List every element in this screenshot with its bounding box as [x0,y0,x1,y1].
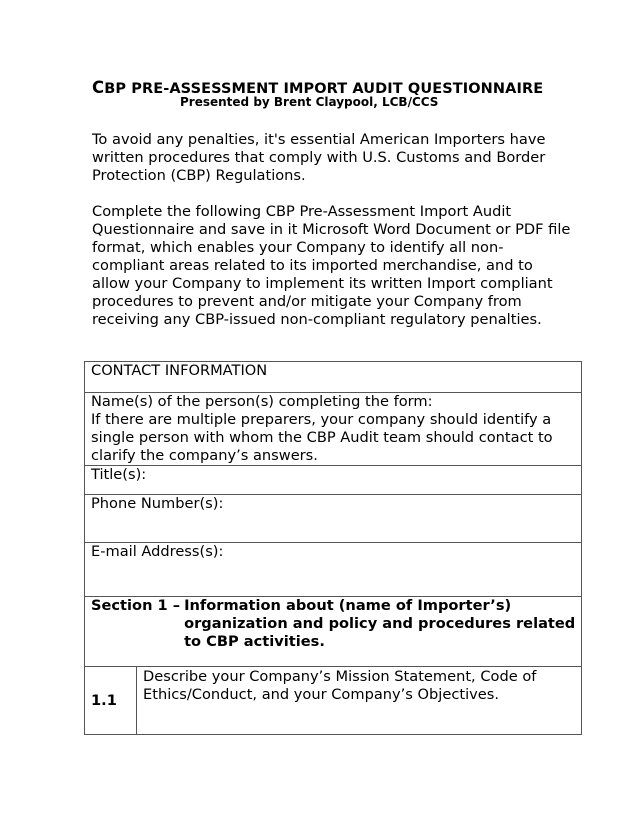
title-rest: BP PRE-ASSESSMENT IMPORT AUDIT QUESTIONNAIRE [104,81,544,97]
email-label: E-mail Address(s): [91,543,224,560]
questionnaire-table [84,361,582,735]
phone-field[interactable] [85,495,582,543]
contact-header: CONTACT INFORMATION [85,362,582,393]
phone-label: Phone Number(s): [91,495,224,512]
question-1-1-text[interactable]: Describe your Company’s Mission Statement, Code of Ethics/Conduct, and your Company’s Objectives. [137,667,582,735]
intro-paragraph-1: To avoid any penalties, it's essential American Importers have written procedures that comply with U.S. Customs and Border Protection (CBP) Regulations. [92,131,546,184]
names-label: Name(s) of the person(s) completing the form: [91,393,433,410]
section-1-header-row [85,597,582,667]
document-subtitle: Presented by Brent Claypool, LCB/CCS [180,95,439,109]
email-field[interactable] [85,543,582,597]
intro-paragraph-2: Complete the following CBP Pre-Assessment Import Audit Questionnaire and save in it Microsoft Word Document or PDF file format, which enables your Company to identify all non-compliant areas related to its imported merchandise, and to allow your Company to implement its written Import compliant procedures to prevent and/or mitigate your Company from receiving any CBP-issued non-compliant regulatory penalties. [92,203,571,328]
question-1-1-number: 1.1 [85,667,137,735]
section-1-label: Section 1 – [91,597,181,614]
names-row[interactable] [85,393,582,466]
title-label: Title(s): [91,466,147,483]
names-field[interactable] [85,393,582,466]
section-1-title: Information about (name of Importer’s) organization and policy and procedures related to CBP activities. [184,597,576,650]
section-1-header [85,597,582,667]
phone-row[interactable] [85,495,582,543]
title-field[interactable] [85,466,582,495]
title-row[interactable] [85,466,582,495]
names-note: If there are multiple preparers, your company should identify a single person with whom the CBP Audit team should contact to clarify the company’s answers. [91,411,553,464]
contact-header-row [85,362,582,393]
title-first-letter: C [92,78,105,97]
question-1-1-row[interactable] [85,667,582,735]
email-row[interactable] [85,543,582,597]
